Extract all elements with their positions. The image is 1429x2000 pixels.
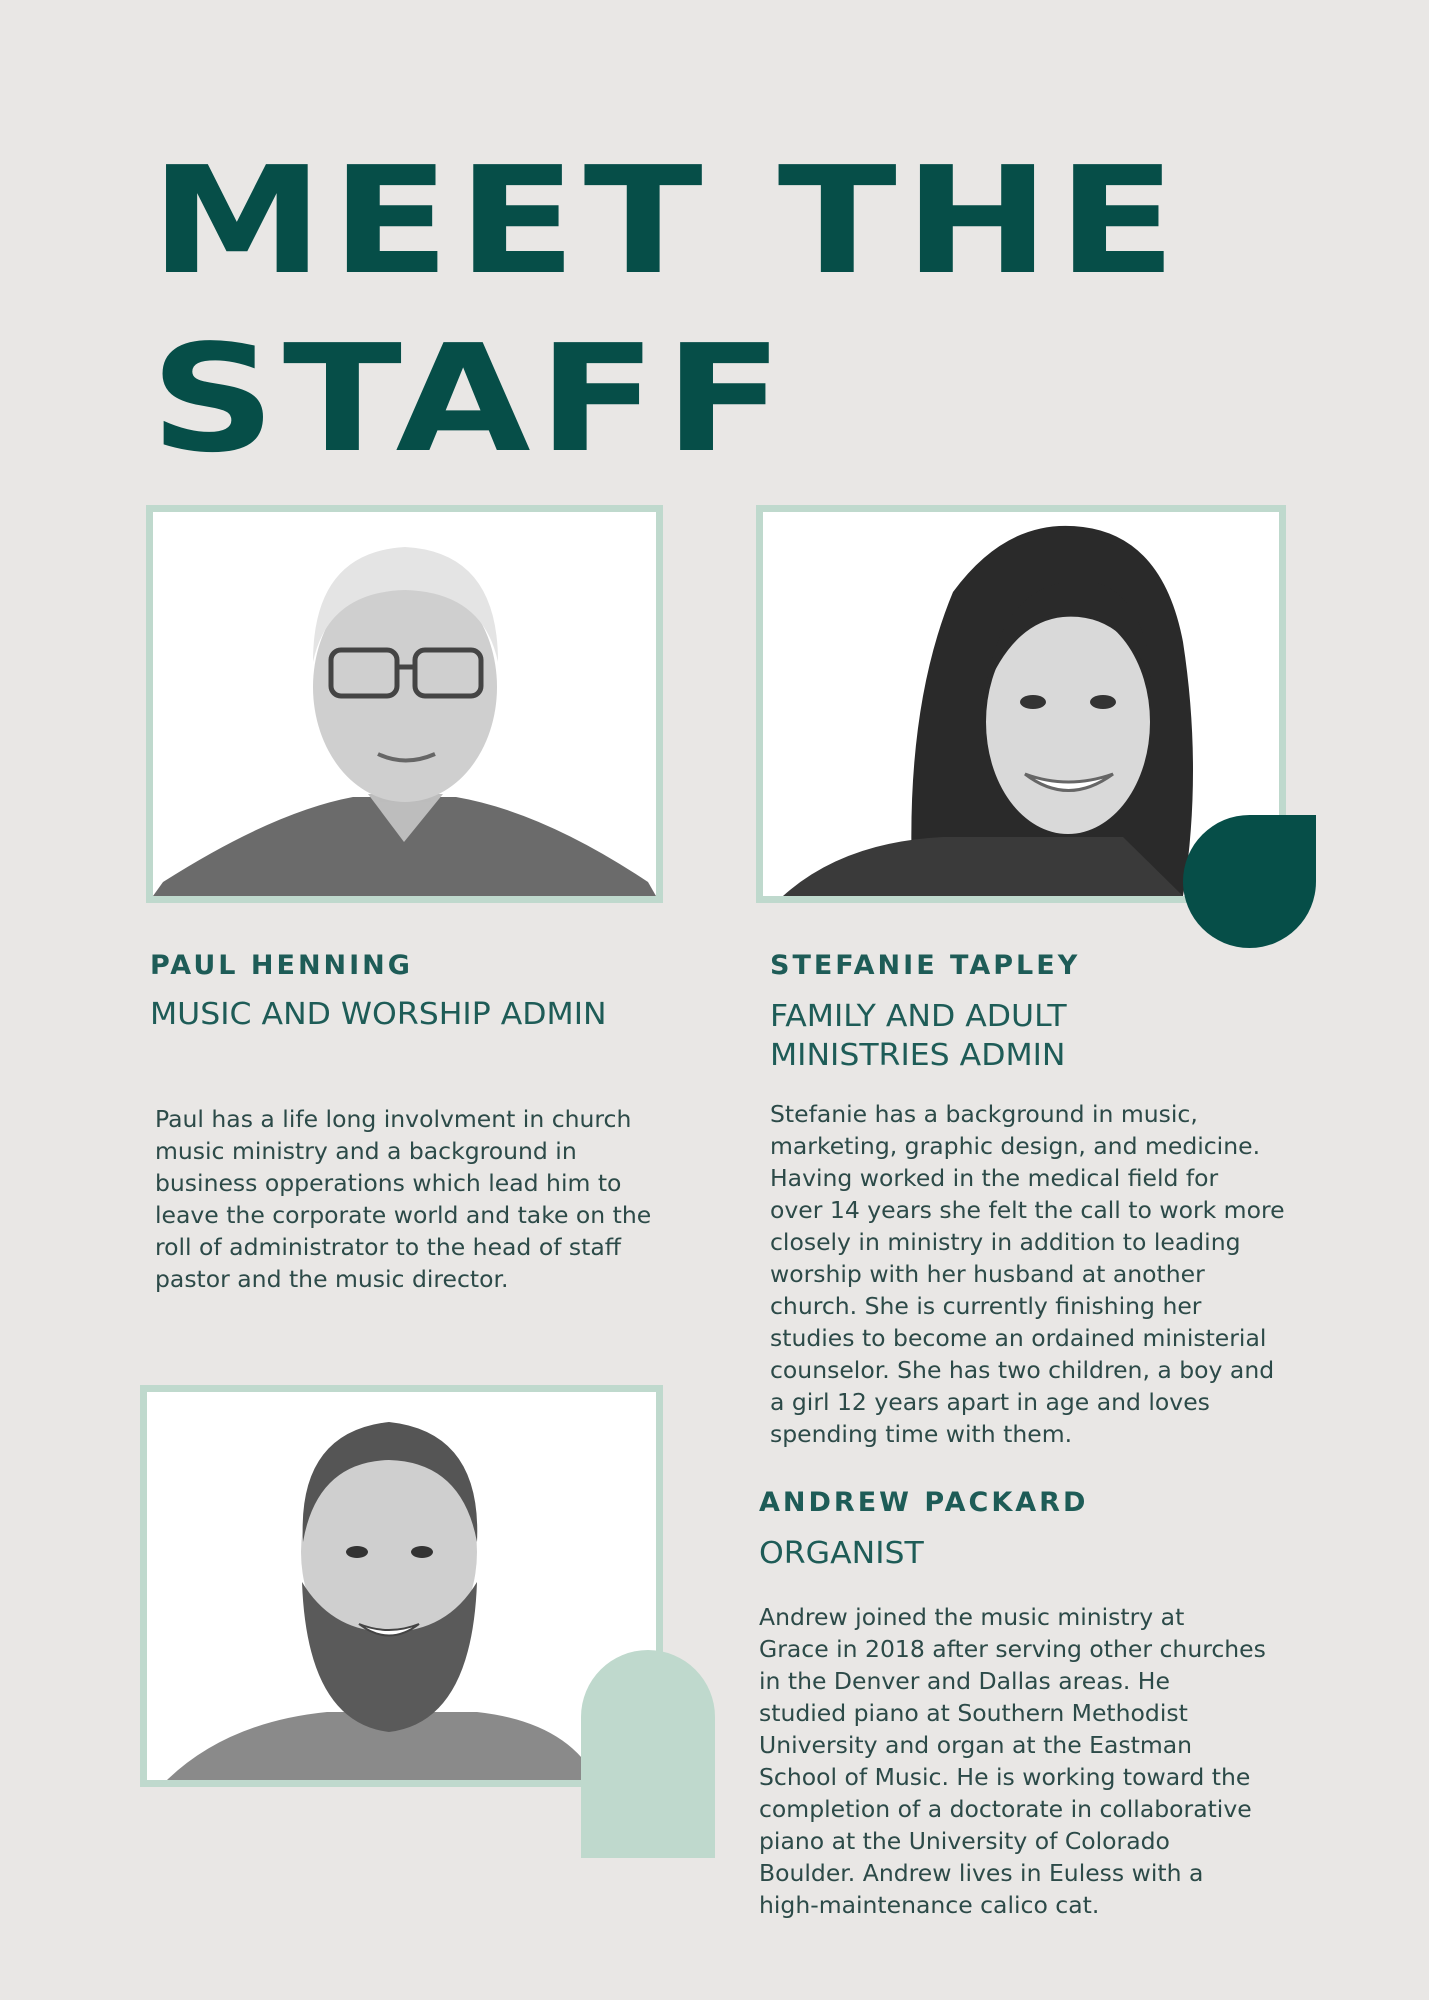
bio-line: University and organ at the Eastman <box>759 1731 1193 1759</box>
paul-name: PAUL HENNING <box>150 950 413 981</box>
bio-line: Having worked in the medical field for <box>770 1164 1219 1192</box>
role-line: MINISTRIES ADMIN <box>770 1038 1066 1073</box>
teal-leaf-shape <box>1183 815 1316 948</box>
andrew-name: ANDREW PACKARD <box>759 1487 1089 1518</box>
bio-line: roll of administrator to the head of staff <box>155 1233 621 1261</box>
bio-line: closely in ministry in addition to leading <box>770 1228 1241 1256</box>
bio-line: leave the corporate world and take on the <box>155 1201 652 1229</box>
stefanie-name: STEFANIE TAPLEY <box>770 950 1081 981</box>
bio-line: over 14 years she felt the call to work more <box>770 1196 1285 1224</box>
bio-line: church. She is currently finishing her <box>770 1292 1202 1320</box>
bio-line: spending time with them. <box>770 1420 1073 1448</box>
bio-line: Andrew joined the music ministry at <box>759 1603 1185 1631</box>
stefanie-role <box>770 997 1067 1075</box>
bio-line: music ministry and a background in <box>155 1137 577 1165</box>
bio-line: in the Denver and Dallas areas. He <box>759 1667 1170 1695</box>
bio-line: studied piano at Southern Methodist <box>759 1699 1188 1727</box>
bio-line: marketing, graphic design, and medicine. <box>770 1132 1261 1160</box>
page-title <box>150 132 1184 488</box>
bio-line: Grace in 2018 after serving other churches <box>759 1635 1266 1663</box>
bio-line: completion of a doctorate in collaborative <box>759 1795 1252 1823</box>
paul-bio <box>155 1103 651 1295</box>
paul-photo-frame <box>146 505 663 903</box>
bio-line: high-maintenance calico cat. <box>759 1891 1100 1919</box>
bio-line: Boulder. Andrew lives in Euless with a <box>759 1859 1204 1887</box>
mint-arch-shape <box>581 1650 715 1858</box>
andrew-bio <box>759 1601 1266 1921</box>
bio-line: pastor and the music director. <box>155 1265 509 1293</box>
andrew-photo <box>147 1392 656 1780</box>
paul-photo <box>153 512 656 896</box>
bio-line: a girl 12 years apart in age and loves <box>770 1388 1210 1416</box>
bio-line: business opperations which lead him to <box>155 1169 622 1197</box>
bio-line: studies to become an ordained ministerial <box>770 1324 1267 1352</box>
role-line: FAMILY AND ADULT <box>770 999 1067 1034</box>
bio-line: piano at the University of Colorado <box>759 1827 1170 1855</box>
bio-line: counselor. She has two children, a boy and <box>770 1356 1275 1384</box>
paul-role: MUSIC AND WORSHIP ADMIN <box>150 997 607 1032</box>
title-line-1: MEET THE <box>150 135 1184 307</box>
bio-line: Stefanie has a background in music, <box>770 1100 1198 1128</box>
andrew-role: ORGANIST <box>759 1536 924 1571</box>
bio-line: Paul has a life long involvment in church <box>155 1105 632 1133</box>
bio-line: worship with her husband at another <box>770 1260 1205 1288</box>
title-line-2: STAFF <box>150 313 791 485</box>
bio-line: School of Music. He is working toward the <box>759 1763 1251 1791</box>
stefanie-bio <box>770 1098 1285 1450</box>
